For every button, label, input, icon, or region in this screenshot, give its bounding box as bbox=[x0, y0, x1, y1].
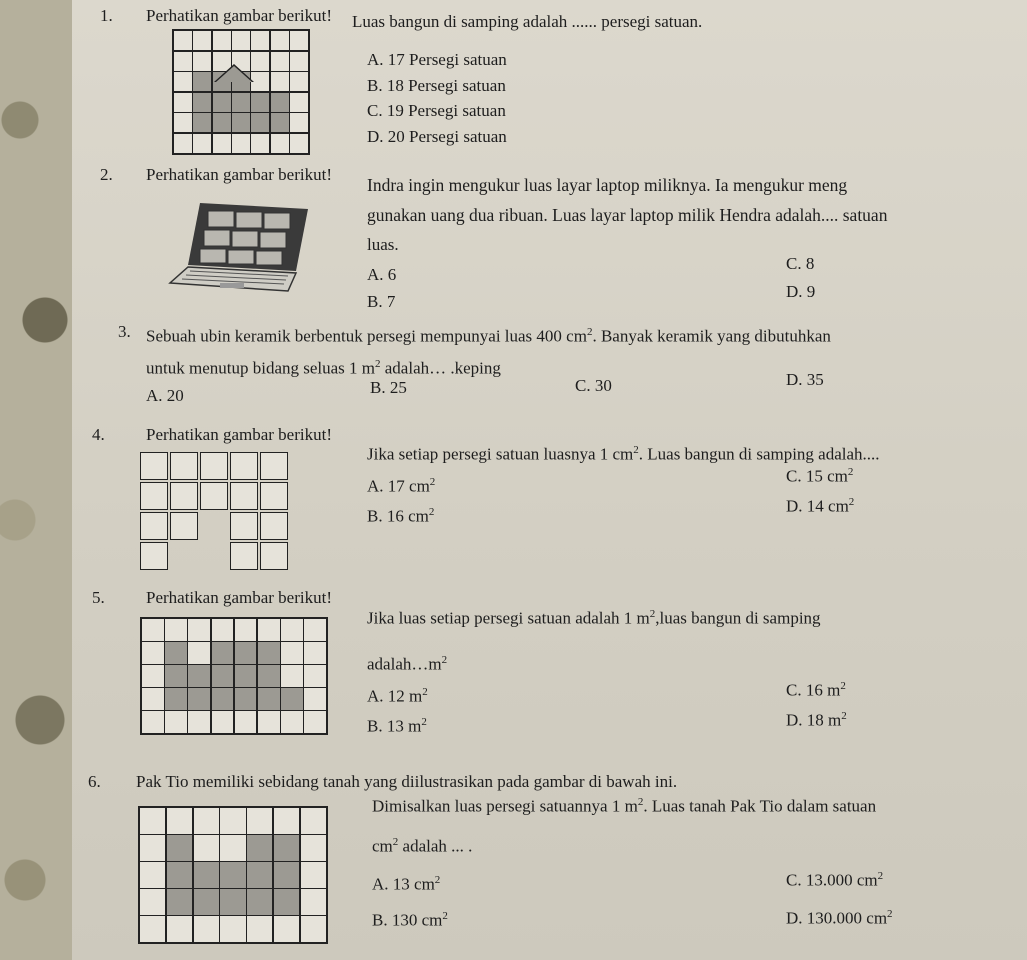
q3-option-b[interactable]: B. 25 bbox=[370, 378, 407, 397]
q3-line2: untuk menutup bidang seluas 1 $m^2$ adalah… .keping bbox=[146, 358, 501, 378]
q5-line1: Jika luas setiap persegi satuan adalah 1 $m^2,luas$ bangun di samping bbox=[367, 608, 821, 628]
q5-option-d[interactable]: D. 18 $m^2$ bbox=[786, 710, 847, 730]
q4-figure bbox=[140, 452, 290, 574]
q4-option-b[interactable]: B. 16 $cm^2$ bbox=[367, 506, 435, 526]
q1-question: Luas bangun di samping adalah ...... persegi satuan. bbox=[352, 12, 703, 31]
q2-option-d[interactable]: D. 9 bbox=[786, 282, 816, 301]
q1-figure-grid bbox=[172, 29, 310, 155]
q2-line3: luas. bbox=[367, 235, 399, 254]
q6-option-c[interactable]: C. 13.000 $cm^2$ bbox=[786, 870, 884, 890]
q5-line2: $adalah\dots m^2$ bbox=[367, 654, 448, 674]
q2-laptop-figure bbox=[168, 195, 318, 300]
q4-question: Jika setiap persegi satuan luasnya 1 $cm^2$. Luas bangun di samping adalah.... bbox=[367, 444, 880, 464]
q2-option-c[interactable]: C. 8 bbox=[786, 254, 815, 273]
q1-option-a[interactable]: A. 17 Persegi satuan bbox=[367, 50, 507, 69]
q6-figure-grid bbox=[138, 806, 328, 944]
q1-roof-triangle bbox=[214, 64, 254, 82]
q3-option-c[interactable]: C. 30 bbox=[575, 376, 612, 395]
q1-option-d[interactable]: D. 20 Persegi satuan bbox=[367, 127, 507, 146]
q4-number: 4. bbox=[92, 425, 105, 444]
q5-figure-grid bbox=[140, 617, 328, 735]
q3-option-d[interactable]: D. 35 bbox=[786, 370, 824, 389]
q5-option-b[interactable]: B. 13 $m^2$ bbox=[367, 716, 427, 736]
q5-option-a[interactable]: A. 12 $m^2$ bbox=[367, 686, 428, 706]
q1-option-c[interactable]: C. 19 Persegi satuan bbox=[367, 101, 506, 120]
q6-intro: Pak Tio memiliki sebidang tanah yang diilustrasikan pada gambar di bawah ini. bbox=[136, 772, 678, 791]
q5-number: 5. bbox=[92, 588, 105, 607]
q1-option-b[interactable]: B. 18 Persegi satuan bbox=[367, 76, 506, 95]
q3-option-a[interactable]: A. 20 bbox=[146, 386, 184, 405]
q3-line1: Sebuah ubin keramik berbentuk persegi mempunyai luas 400 $cm^2$. Banyak keramik yang dibutuhkan bbox=[146, 326, 831, 346]
q4-option-a[interactable]: A. 17 $cm^2$ bbox=[367, 476, 436, 496]
q6-number: 6. bbox=[88, 772, 101, 791]
q6-option-d[interactable]: D. 130.000 $cm^2$ bbox=[786, 908, 893, 928]
q2-line2: gunakan uang dua ribuan. Luas layar laptop milik Hendra adalah.... satuan bbox=[367, 205, 888, 225]
q6-line1: Dimisalkan luas persegi satuannya 1 $m^2$. Luas tanah Pak Tio dalam satuan bbox=[372, 796, 877, 816]
q6-option-b[interactable]: B. 130 $cm^2$ bbox=[372, 910, 448, 930]
q2-option-b[interactable]: B. 7 bbox=[367, 292, 396, 311]
q2-option-a[interactable]: A. 6 bbox=[367, 265, 397, 284]
q6-option-a[interactable]: A. 13 $cm^2$ bbox=[372, 874, 441, 894]
q4-option-d[interactable]: D. 14 $cm^2$ bbox=[786, 496, 855, 516]
q4-option-c[interactable]: C. 15 $cm^2$ bbox=[786, 466, 854, 486]
q5-option-c[interactable]: C. 16 $m^2$ bbox=[786, 680, 846, 700]
q1-intro: Perhatikan gambar berikut! bbox=[146, 6, 332, 25]
q6-line2: $cm^2$ adalah ... . bbox=[372, 836, 473, 856]
q2-number: 2. bbox=[100, 165, 113, 184]
q4-intro: Perhatikan gambar berikut! bbox=[146, 425, 332, 444]
q3-number: 3. bbox=[118, 322, 131, 341]
q5-intro: Perhatikan gambar berikut! bbox=[146, 588, 332, 607]
q1-number: 1. bbox=[100, 6, 113, 25]
q2-intro: Perhatikan gambar berikut! bbox=[146, 165, 332, 184]
q2-line1: Indra ingin mengukur luas layar laptop miliknya. Ia mengukur meng bbox=[367, 175, 848, 195]
camouflage-background bbox=[0, 0, 72, 960]
